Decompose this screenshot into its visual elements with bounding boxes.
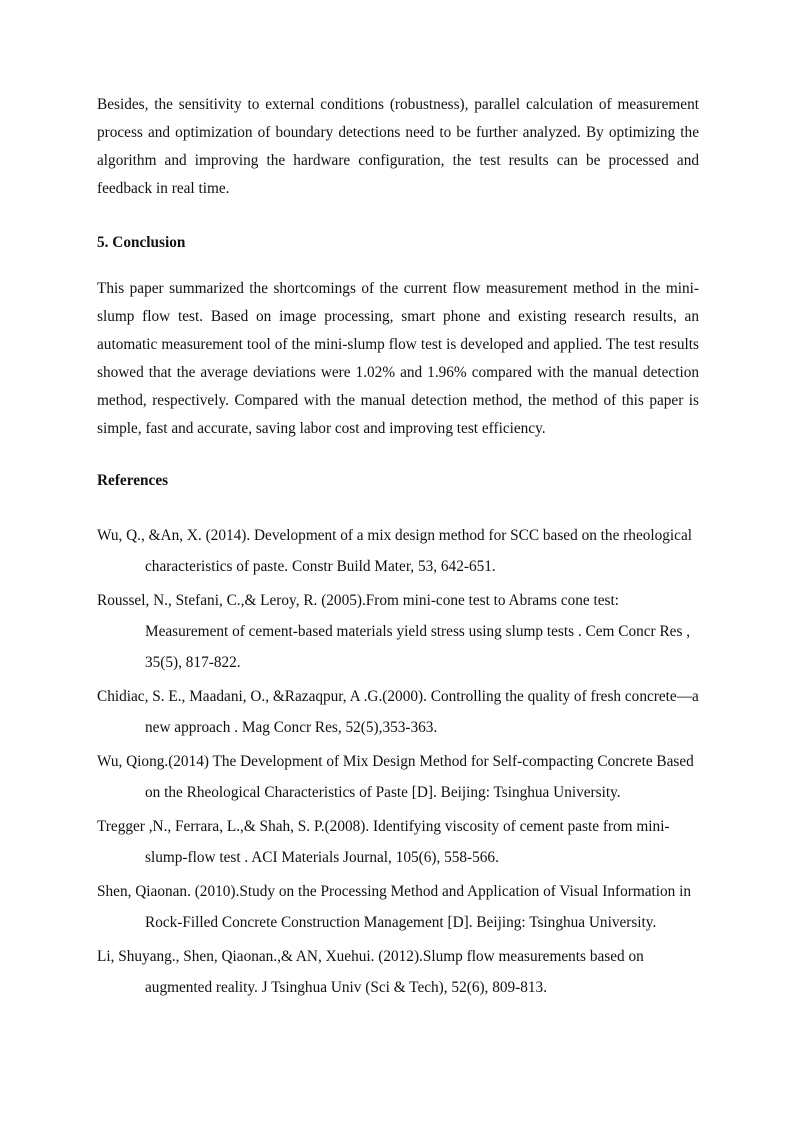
section-heading-references: References — [97, 472, 169, 489]
reference-item: Chidiac, S. E., Maadani, O., &Razaqpur, A .G.(2000). Controlling the quality of fresh concrete—a new approach . Mag Concr Res, 52(5),353-363. — [97, 688, 699, 736]
reference-item: Shen, Qiaonan. (2010).Study on the Processing Method and Application of Visual Information in Rock-Filled Concrete Construction Management [D]. Beijing: Tsinghua University. — [97, 883, 692, 931]
reference-item: Wu, Qiong.(2014) The Development of Mix Design Method for Self-compacting Concrete Based on the Rheological Characteristics of Paste [D]. Beijing: Tsinghua University. — [97, 753, 694, 801]
reference-item: Roussel, N., Stefani, C.,& Leroy, R. (2005).From mini-cone test to Abrams cone test: Measurement of cement-based materials yield stress using slump tests . Cem Concr Res , 35(5), 817-822. — [97, 592, 691, 671]
conclusion-paragraph: This paper summarized the shortcomings of the current flow measurement method in the mini-slump flow test. Based on image processing, smart phone and existing research results, an automatic measurement tool of the mini-slump flow test is developed and applied. The test results showed that the average deviations were 1.02% and 1.96% compared with the manual detection method, respectively. Compared with the manual detection method, the method of this paper is simple, fast and accurate, saving labor cost and improving test efficiency. — [97, 280, 699, 437]
reference-list — [97, 520, 699, 1006]
reference-item: Wu, Q., &An, X. (2014). Development of a mix design method for SCC based on the rheological characteristics of paste. Constr Build Mater, 53, 642-651. — [97, 527, 693, 575]
section-heading-conclusion: 5. Conclusion — [97, 234, 186, 251]
reference-item: Tregger ,N., Ferrara, L.,& Shah, S. P.(2008). Identifying viscosity of cement paste from mini-slump-flow test . ACI Materials Journal, 105(6), 558-566. — [97, 818, 670, 866]
reference-item: Li, Shuyang., Shen, Qiaonan.,& AN, Xuehui. (2012).Slump flow measurements based on augmented reality. J Tsinghua Univ (Sci & Tech), 52(6), 809-813. — [97, 948, 644, 996]
body-paragraph: Besides, the sensitivity to external conditions (robustness), parallel calculation of measurement process and optimization of boundary detections need to be further analyzed. By optimizing the algorithm and improving the hardware configuration, the test results can be processed and feedback in real time. — [97, 96, 699, 197]
